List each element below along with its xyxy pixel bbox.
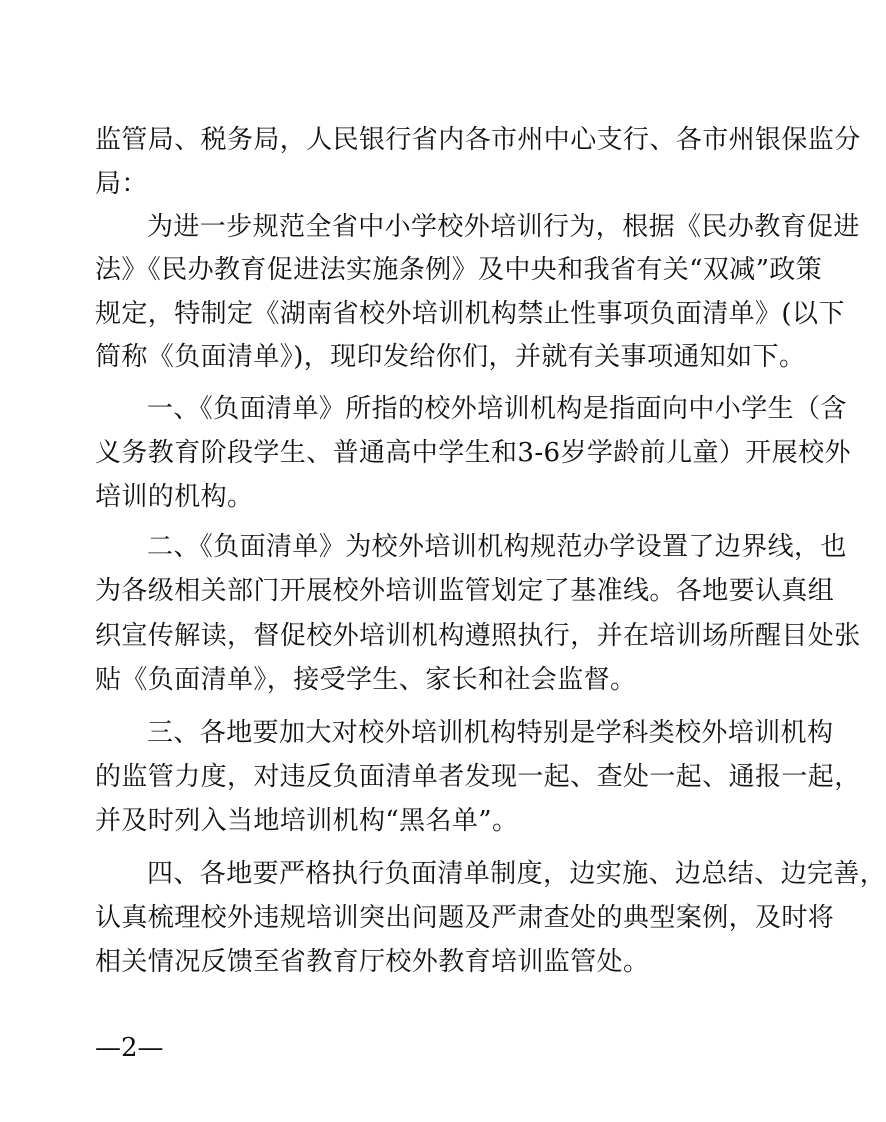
text-line: 义务教育阶段学生、普通高中学生和3-6岁学龄前儿童）开展校外 [95,438,851,468]
text-line: 认真梳理校外违规培训突出问题及严肃查处的典型案例，及时将 [95,903,835,933]
text-line: 为各级相关部门开展校外培训监管划定了基准线。各地要认真组 [95,576,835,606]
text-line: 的监管力度，对违反负面清单者发现一起、查处一起、通报一起， [95,762,861,792]
text-line: 简称《负面清单》)，现印发给你们，并就有关事项通知如下。 [95,342,806,372]
text-line: 织宣传解读，督促校外培训机构遵照执行，并在培训场所醒目处张 [95,621,861,651]
paragraph-first-line: 一、《负面清单》所指的校外培训机构是指面向中小学生（含 [147,394,847,424]
text-line: 局： [95,169,148,199]
text-line: 相关情况反馈至省教育厅校外教育培训监管处。 [95,947,650,977]
text-line: 并及时列入当地培训机构“黑名单”。 [95,806,519,836]
text-line: 监管局、税务局，人民银行省内各市州中心支行、各市州银保监分 [95,125,861,155]
page-number: —2— [95,1033,164,1063]
text-line: 培训的机构。 [95,482,254,512]
paragraph-first-line: 三、各地要加大对校外培训机构特别是学科类校外培训机构 [147,718,834,748]
text-line: 贴《负面清单》，接受学生、家长和社会监督。 [95,665,637,695]
paragraph-first-line: 四、各地要严格执行负面清单制度，边实施、边总结、边完善， [147,859,886,889]
paragraph-first-line: 二、《负面清单》为校外培训机构规范办学设置了边界线，也 [147,532,847,562]
paragraph-first-line: 为进一步规范全省中小学校外培训行为，根据《民办教育促进 [147,212,860,242]
text-line: 规定，特制定《湖南省校外培训机构禁止性事项负面清单》(以下 [95,299,845,329]
text-line: 法》《民办教育促进法实施条例》及中央和我省有关“双减”政策 [95,255,823,285]
